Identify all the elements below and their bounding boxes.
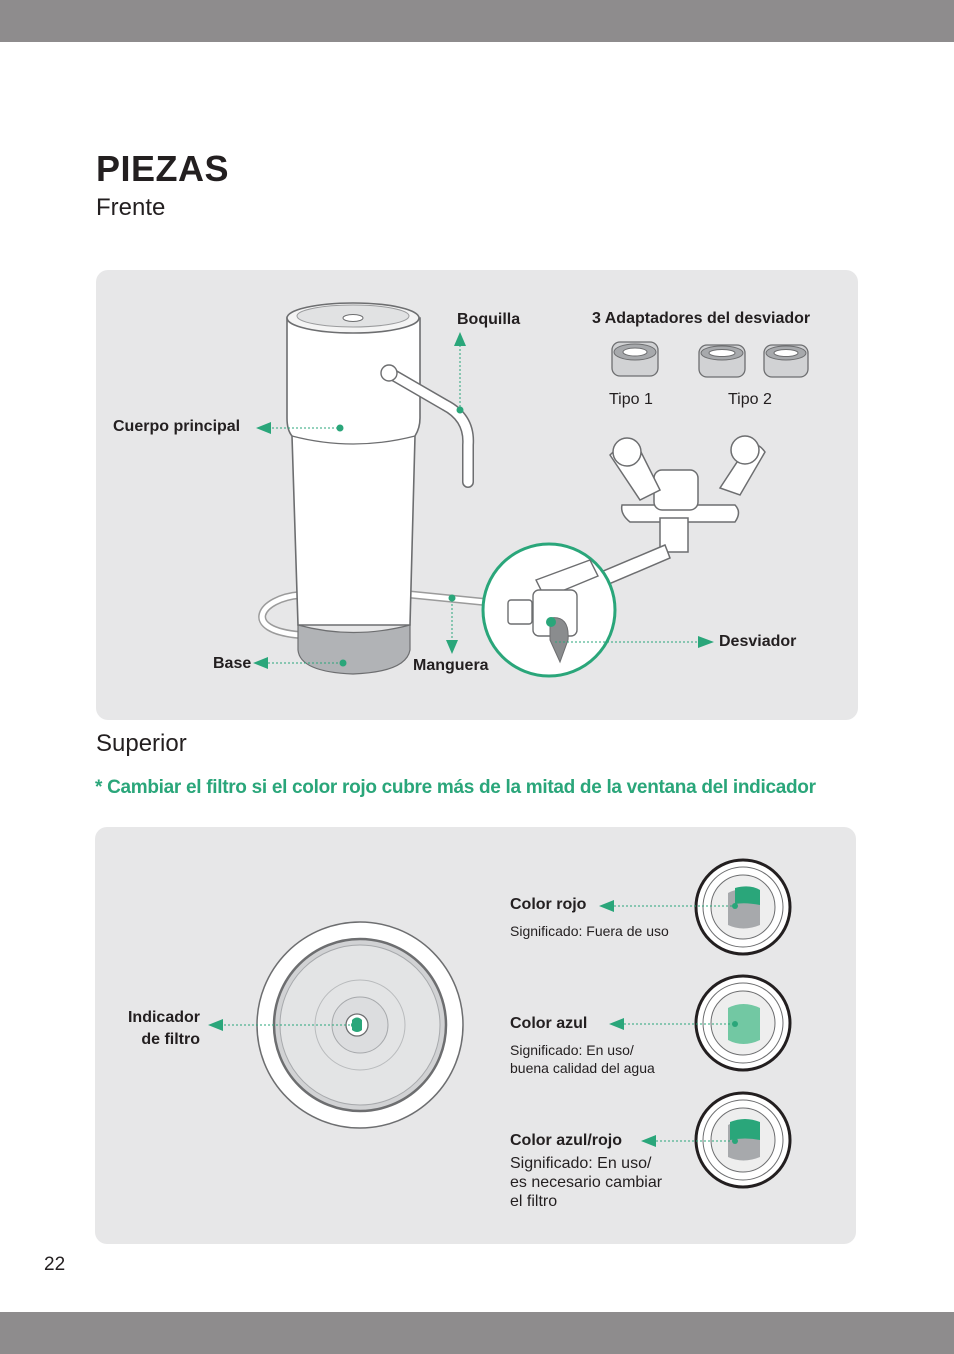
- label-filter-indicator-line1: Indicador: [127, 1009, 200, 1026]
- label-filter-indicator-line2: de filtro: [141, 1031, 200, 1048]
- page-number: 22: [44, 1254, 66, 1275]
- page-title: PIEZAS: [96, 148, 230, 189]
- label-type2: Tipo 2: [728, 391, 772, 408]
- indicator-blue-red: [696, 1093, 790, 1187]
- front-heading: Frente: [96, 194, 166, 221]
- label-main-body: Cuerpo principal: [113, 418, 241, 435]
- label-hose: Manguera: [413, 657, 489, 674]
- meaning-color-blue-line2: buena calidad del agua: [510, 1060, 655, 1076]
- meaning-color-blue-red-line3: el filtro: [510, 1193, 558, 1210]
- meaning-color-blue-red-line2: es necesario cambiar: [510, 1174, 663, 1191]
- label-filter-indicator: [100, 1007, 200, 1051]
- label-type1: Tipo 1: [609, 391, 653, 408]
- meaning-color-blue-red: [510, 1154, 662, 1211]
- meaning-color-blue-line1: Significado: En uso/: [510, 1042, 634, 1058]
- top-view-filter: [257, 922, 463, 1128]
- label-nozzle: Boquilla: [457, 311, 521, 328]
- label-color-blue: Color azul: [510, 1015, 588, 1032]
- label-base: Base: [213, 655, 252, 672]
- meaning-color-blue-red-line1: Significado: En uso/: [510, 1155, 652, 1172]
- footer-bar: [0, 1312, 954, 1354]
- label-color-blue-red: Color azul/rojo: [510, 1132, 622, 1149]
- meaning-color-red: Significado: Fuera de uso: [510, 923, 669, 939]
- label-diverter: Desviador: [719, 633, 797, 650]
- label-color-red: Color rojo: [510, 896, 587, 913]
- label-adapters: 3 Adaptadores del desviador: [592, 310, 811, 327]
- indicator-blue: [696, 976, 790, 1070]
- top-heading: Superior: [96, 730, 187, 757]
- indicator-red: [696, 860, 790, 954]
- filter-change-note: * Cambiar el filtro si el color rojo cubre más de la mitad de la ventana del indicador: [95, 777, 816, 798]
- meaning-color-blue: [510, 1041, 655, 1077]
